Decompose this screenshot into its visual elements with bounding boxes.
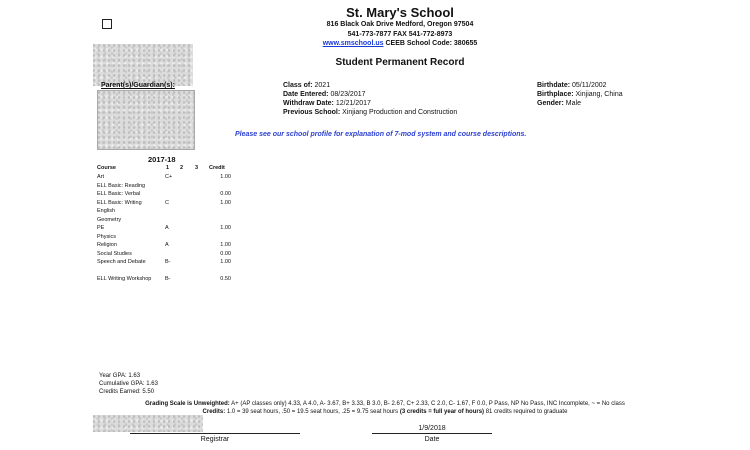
redacted-registrar-signature [93, 415, 203, 432]
course-row: Geometry [97, 216, 122, 223]
previous-school: Previous School: Xinjiang Production and Construction [283, 109, 458, 116]
credits-info: Credits: 1.0 = 39 seat hours, .50 = 19.5 seat hours, .25 = 9.75 seat hours (3 credits = full year of hours) 81 credits required to graduate [202, 409, 568, 415]
course-row: Social Studies 0.00 [97, 250, 231, 257]
redacted-student-name [93, 44, 193, 86]
course-row: ELL Basic: Writing C 1.00 [97, 199, 231, 206]
school-name: St. Mary's School [346, 5, 454, 20]
course-row: English [97, 208, 116, 214]
header-term-2: 2 [180, 165, 184, 171]
signature-date: 1/9/2018 [418, 425, 446, 432]
date-label: Date [424, 436, 440, 443]
date-entered: Date Entered: 08/23/2017 [283, 91, 366, 98]
header-term-1: 1 [166, 165, 170, 171]
header-credit: Credit [209, 165, 225, 171]
birthdate: Birthdate: 05/11/2002 [537, 82, 607, 89]
record-checkbox[interactable] [102, 19, 112, 29]
school-website-link[interactable]: www.smschool.us [322, 40, 384, 47]
course-row: Art C+ 1.00 [97, 174, 231, 180]
school-web-line [250, 40, 550, 47]
course-row: PE A 1.00 [97, 225, 231, 231]
credits-earned: Credits Earned: 5.50 [99, 389, 155, 395]
course-row: Speech and Debate B- 1.00 [97, 259, 231, 265]
course-row-blank [97, 268, 235, 277]
date-signature-line [372, 433, 492, 434]
guardian-label: Parent(s)/Guardian(s): [101, 82, 175, 89]
course-row: Physics [97, 233, 116, 240]
course-row: ELL Basic: Reading [97, 182, 146, 189]
profile-note: Please see our school profile for explanation of 7-mod system and course descriptions. [235, 131, 527, 138]
course-row: Religion A 1.00 [97, 242, 231, 248]
course-row: ELL Writing Workshop B- 0.50 [97, 276, 231, 282]
grading-scale: Grading Scale is Unweighted: A+ (AP classes only) 4.33, A 4.0, A- 3.67, B+ 3.33, B 3.0, B- 2.67, C+ 2.33, C 2.0, C- 1.67, F 0.0, P Pass, NP No Pass, INC Incomplete, ~ = No class [145, 401, 625, 407]
header-term-3: 3 [195, 165, 199, 171]
ceeb-code: CEEB School Code: 380655 [385, 40, 478, 47]
withdraw-date: Withdraw Date: 12/21/2017 [283, 100, 371, 107]
school-address: 816 Black Oak Drive Medford, Oregon 97504 [326, 21, 474, 28]
cumulative-gpa: Cumulative GPA: 1.63 [99, 381, 158, 387]
class-of: Class of: 2021 [283, 82, 331, 89]
header-course: Course [97, 165, 116, 171]
redacted-guardian-info [97, 90, 195, 150]
course-row: ELL Basic: Verbal 0.00 [97, 191, 231, 197]
registrar-label: Registrar [200, 436, 230, 443]
registrar-signature-line [130, 433, 300, 434]
gender: Gender: Male [537, 100, 581, 107]
school-phone-fax: 541-773-7877 FAX 541-772-8973 [347, 31, 453, 38]
record-title: Student Permanent Record [335, 57, 465, 68]
year-gpa: Year GPA: 1.63 [99, 373, 141, 379]
term-title: 2017-18 [148, 155, 176, 164]
birthplace: Birthplace: Xinjiang, China [537, 91, 623, 98]
